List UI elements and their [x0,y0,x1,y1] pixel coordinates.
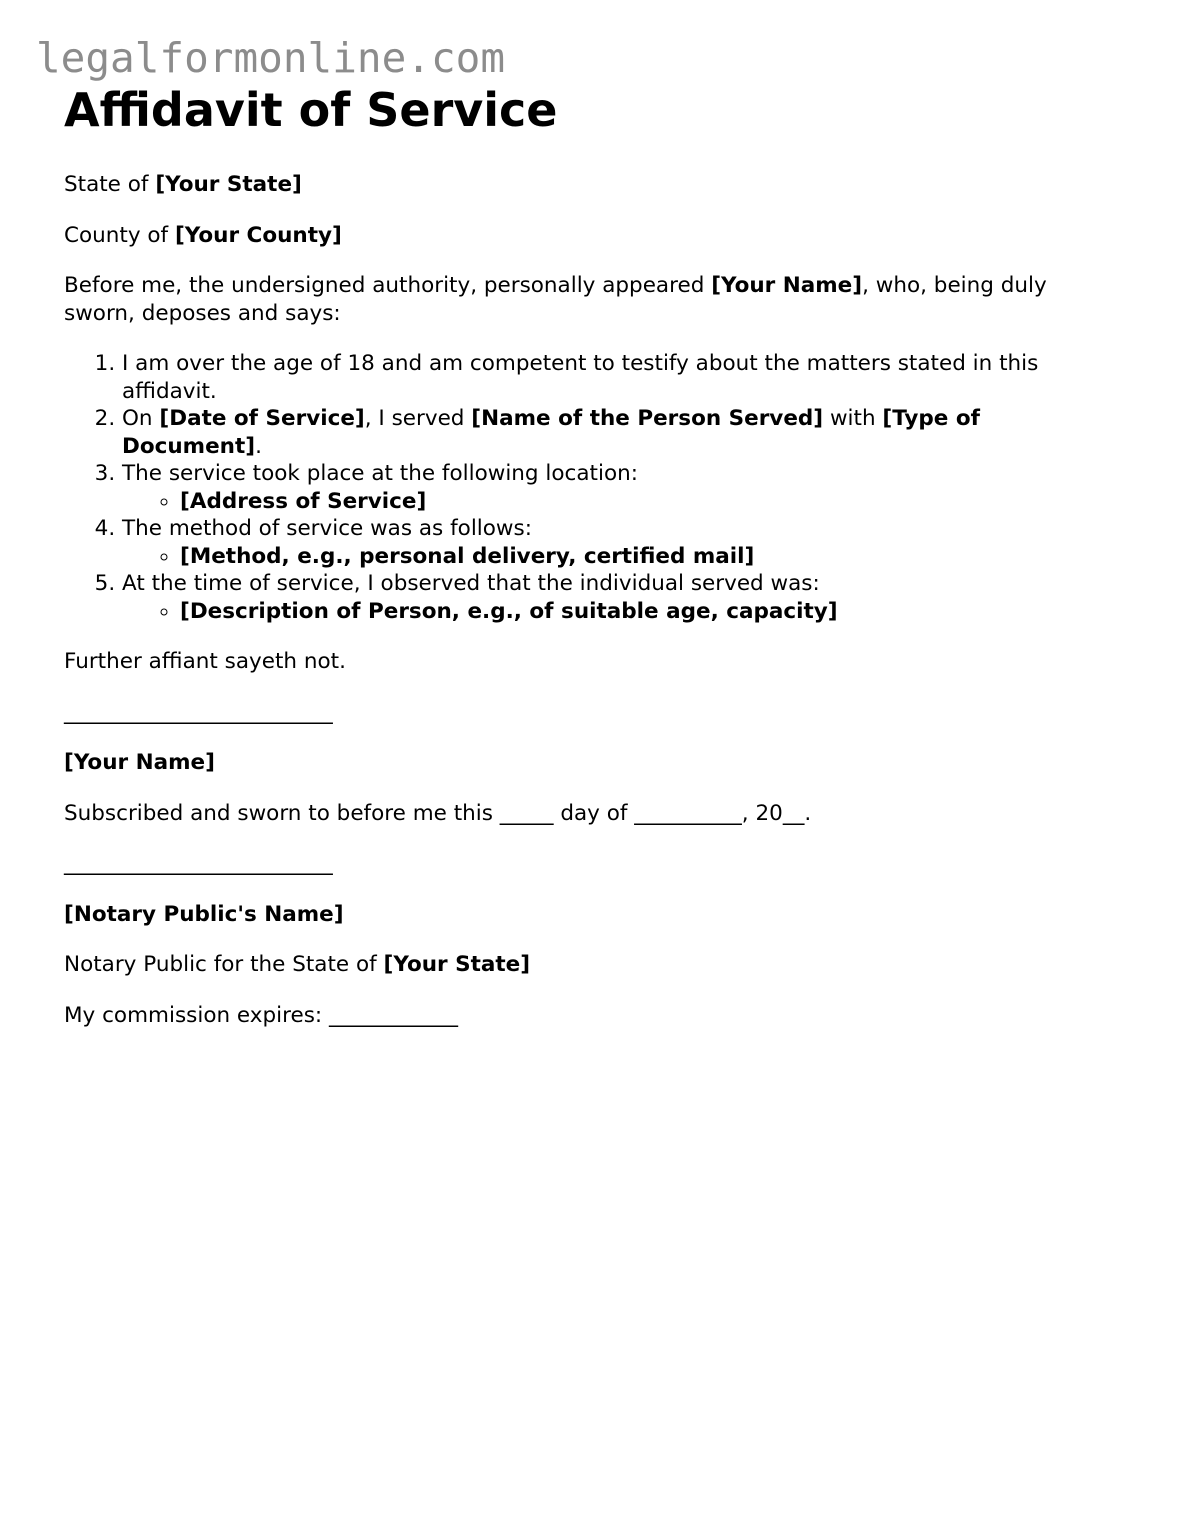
sworn-statement: Subscribed and sworn to before me this _____ day of __________, 20__. [64,800,812,826]
list-item [122,515,1124,570]
item-4-text: The method of service was as follows: [122,516,532,541]
list-item [122,350,1124,405]
item-2-part2: , I served [364,406,472,431]
sub-list [122,488,1124,516]
item-3-sub: [Address of Service] [180,488,427,514]
intro-paragraph [64,272,1124,327]
state-value: [Your State] [155,172,302,197]
list-item [122,570,1124,625]
item-2-part1: On [122,406,160,431]
page-title: Affidavit of Service [64,83,558,137]
intro-before: Before me, the undersigned authority, personally appeared [64,273,712,298]
item-2-date: [Date of Service] [159,406,365,431]
item-5-sub: [Description of Person, e.g., of suitable age, capacity] [180,598,838,624]
document-body [64,84,1124,1029]
notary-state-label: Notary Public for the State of [64,952,384,977]
statements-list [64,350,1124,625]
state-label: State of [64,172,156,197]
commission-expiry: My commission expires: ____________ [64,1002,459,1028]
item-2-part4: . [255,433,262,459]
affiant-signature-line: _________________________ [64,699,333,725]
intro-after: , who, being duly sworn, deposes and says: [64,273,1047,326]
item-2-person: [Name of the Person Served] [471,406,824,431]
item-4-sub: [Method, e.g., personal delivery, certified mail] [180,543,755,569]
notary-name-value: [Notary Public's Name] [64,901,344,927]
item-2-document: [Type of Document] [122,406,980,459]
county-value: [Your County] [174,222,342,248]
sub-list [122,543,1124,571]
notary-signature-line: _________________________ [64,851,333,876]
affiant-name-value: [Your Name] [64,750,215,775]
list-item [122,460,1124,515]
affiant-name [64,749,1124,777]
county-label: County of [64,222,175,248]
sub-list-item [180,543,1124,571]
item-2-part3: with [823,406,883,431]
notary-name [64,901,1124,929]
sub-list-item [180,598,1124,626]
item-3-text: The service took place at the following location: [122,461,638,486]
county-line [64,222,1124,250]
item-1-text: I am over the age of 18 and am competent to testify about the matters stated in this affidavit. [122,351,1039,404]
notary-state-line [64,951,1124,979]
list-item [122,405,1124,460]
item-5-text: At the time of service, I observed that the individual served was: [122,571,820,596]
further-statement: Further affiant sayeth not. [64,649,346,674]
sub-list [122,598,1124,626]
sub-list-item [180,488,1124,516]
watermark-logo: legalformonline.com [36,34,505,82]
state-line [64,171,1124,199]
intro-name: [Your Name] [711,273,863,298]
notary-state-value: [Your State] [383,952,531,977]
